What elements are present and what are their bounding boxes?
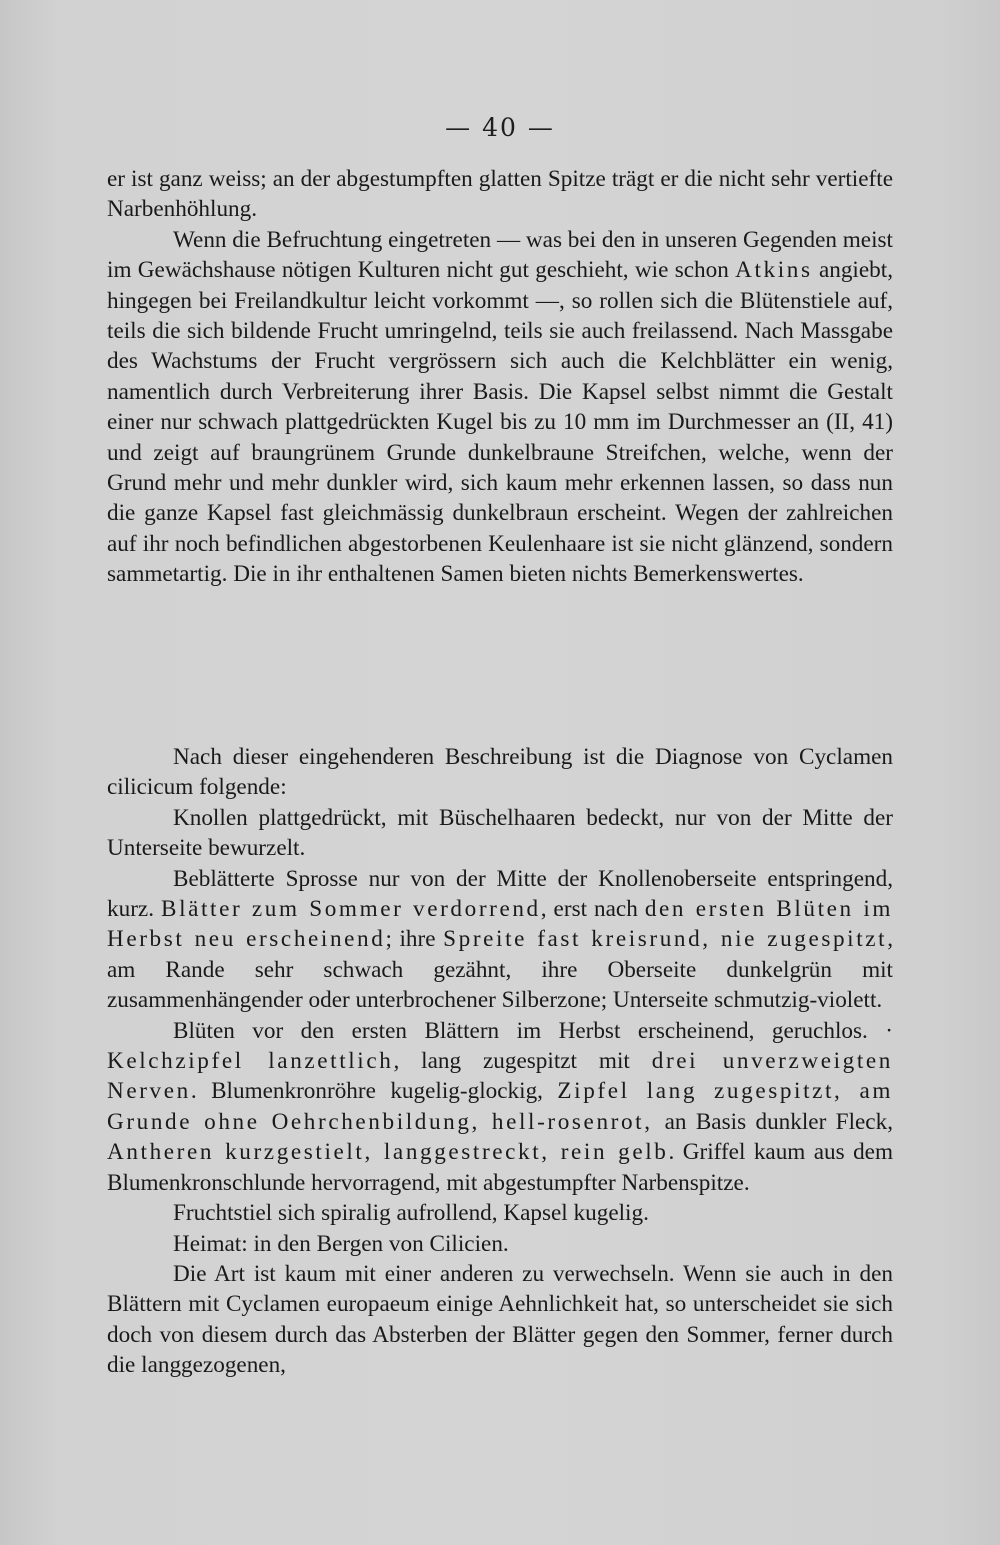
paragraph-flowers	[107, 1016, 893, 1198]
paragraph-text: , am Rande sehr schwach gezähnt, ihre Oberseite dunkelgrün mit zusammenhängender oder unterbrochener Silberzone; Unterseite schmutzig-violett.	[107, 926, 894, 1014]
emphasis-text: Kelchzipfel lanzettlich	[107, 1048, 394, 1075]
paragraph-text: Blüten vor den ersten Blättern im Herbst erscheinend, geruchlos. ·	[173, 1017, 893, 1044]
section-capsule-description	[107, 164, 893, 590]
paragraph-text: an Basis dunkler Fleck,	[664, 1108, 893, 1135]
paragraph-text: , lang zugespitzt mit	[393, 1048, 652, 1075]
paragraph-leaves	[107, 864, 893, 1016]
paragraph-continued: er ist ganz weiss; an der abgestumpften glatten Spitze trägt er die nicht sehr vertiefte Narbenhöhlung.	[107, 166, 893, 223]
emphasis-text: Spreite fast kreisrund, nie zugespitzt	[443, 926, 888, 953]
paragraph-text: . Griffel kaum aus dem Blumenkronschlunde hervorragend, mit abgestumpfter Narbenspitze.	[107, 1139, 894, 1196]
paragraph-text: . Blumenkronröhre kugelig-glockig,	[190, 1078, 558, 1105]
paragraph-text: angiebt, hingegen bei Freilandkultur leicht vorkommt —, so rollen sich die Blütenstiele auf, teils die sich bildende Frucht umringelnd, teils sie auch freilassend. Nach Massgabe des Wachstums der Frucht vergrössern sich auch die Kelchblätter ein wenig, namentlich durch Verbreiterung ihrer Basis. Die Kapsel selbst nimmt die Gestalt einer nur schwach plattgedrückten Kugel bis zu 10 mm im Durchmesser an (II, 41) und zeigt auf braungrünem Grunde dunkelbraune Streifchen, welche, wenn der Grund mehr und mehr dunkler wird, sich kaum mehr erkennen lassen, so dass nun die ganze Kapsel fast gleichmässig dunkelbraun erscheint. Wegen der zahlreichen auf ihr noch befindlichen abgestorbenen Keulenhaare ist sie nicht glänzend, sondern sammetartig. Die in ihr enthaltenen Samen bieten nichts Bemerkenswertes.	[107, 257, 894, 588]
emphasis-text: drei unverzweigten Nerven	[107, 1048, 894, 1105]
paragraph-text: , erst nach	[540, 896, 645, 923]
paragraph-comparison: Die Art ist kaum mit einer anderen zu verwechseln. Wenn sie auch in den Blättern mit Cyclamen europaeum einige Aehnlichkeit hat, so unterscheidet sie sich doch von diesem durch das Absterben der Blätter gegen den Sommer, ferner durch die langgezogenen,	[107, 1260, 893, 1379]
paragraph-fruit: Fruchtstiel sich spiralig aufrollend, Kapsel kugelig.	[173, 1200, 649, 1227]
paragraph-text: Wenn die Befruchtung eingetreten — was bei den in unseren Gegenden meist im Gewächshause nötigen Kulturen nicht gut geschieht, wie schon	[107, 226, 893, 284]
author-name: Atkins	[735, 257, 813, 284]
page-number: — 40 —	[445, 113, 555, 142]
paragraph-text: Beblätterte Sprosse nur von der Mitte der Knollenoberseite entspringend, kurz.	[107, 865, 893, 923]
emphasis-text: den ersten Blüten im Herbst neu erscheinend	[107, 896, 893, 953]
emphasis-text: Blätter zum Sommer verdorrend	[161, 896, 541, 923]
section-diagnosis	[107, 742, 893, 1381]
emphasis-text: Antheren kurzgestielt, langgestreckt, rein gelb	[107, 1139, 669, 1166]
paragraph-tuber: Knollen plattgedrückt, mit Büschelhaaren bedeckt, nur von der Mitte der Unterseite bewurzelt.	[107, 804, 893, 862]
paragraph-text: ; ihre	[385, 926, 444, 953]
paragraph-diagnosis-intro: Nach dieser eingehenderen Beschreibung ist die Diagnose von Cyclamen cilicicum folgende:	[107, 744, 893, 801]
paragraph-fertilization	[107, 225, 893, 590]
paragraph-habitat: Heimat: in den Bergen von Cilicien.	[173, 1230, 509, 1257]
emphasis-text: Zipfel lang zugespitzt, am Grunde ohne Oehrchenbildung, hell-rosenrot,	[107, 1078, 893, 1135]
